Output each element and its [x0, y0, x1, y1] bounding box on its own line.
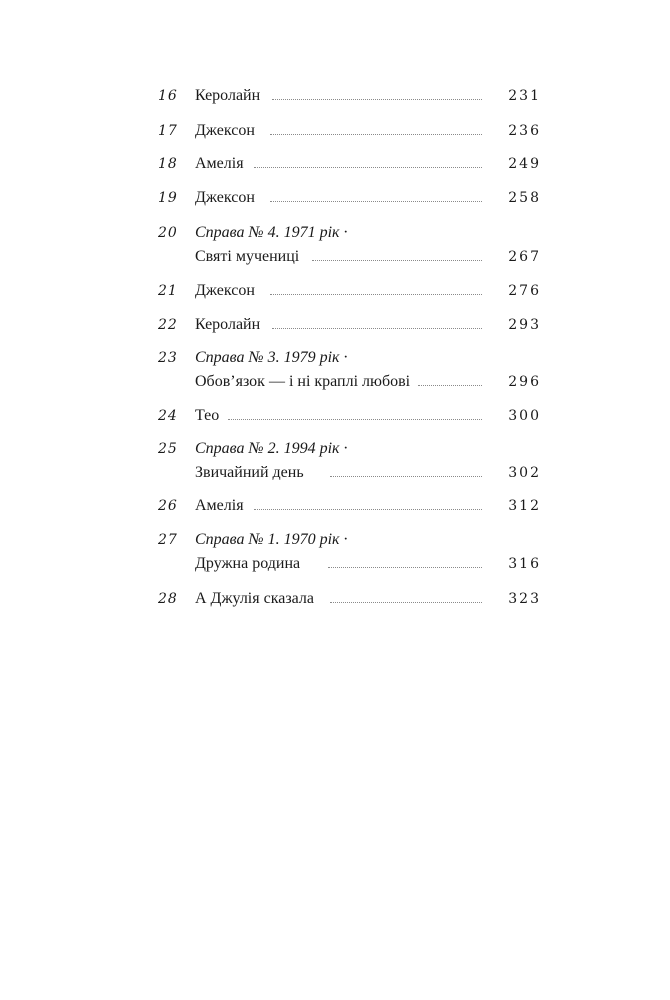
page-number: 293 — [508, 317, 541, 333]
chapter-title: Дружна родина — [195, 552, 306, 576]
dot-leader — [418, 385, 482, 386]
chapter-title: Керолайн — [195, 313, 266, 337]
chapter-number: 16 — [158, 88, 178, 104]
chapter-title: Амелія — [195, 152, 250, 176]
chapter-number: 24 — [158, 408, 178, 424]
page-number: 312 — [508, 498, 541, 514]
dot-leader — [272, 328, 482, 329]
chapter-number: 21 — [158, 283, 178, 299]
page-number: 302 — [508, 465, 541, 481]
page-number: 296 — [508, 374, 541, 390]
chapter-number: 17 — [158, 123, 178, 139]
chapter-title: Джексон — [195, 186, 261, 210]
page-number: 316 — [508, 556, 541, 572]
chapter-number: 19 — [158, 190, 178, 206]
page-number: 300 — [508, 408, 541, 424]
chapter-subtitle: Справа № 2. 1994 рік · — [195, 437, 354, 461]
dot-leader — [330, 476, 482, 477]
chapter-number: 27 — [158, 532, 178, 548]
dot-leader — [272, 99, 482, 100]
dot-leader — [330, 602, 482, 603]
dot-leader — [270, 134, 482, 135]
page-number: 276 — [508, 283, 541, 299]
chapter-title: Джексон — [195, 119, 261, 143]
chapter-subtitle: Справа № 1. 1970 рік · — [195, 528, 354, 552]
chapter-title: Амелія — [195, 494, 250, 518]
dot-leader — [254, 167, 482, 168]
chapter-number: 25 — [158, 441, 178, 457]
chapter-number: 23 — [158, 350, 178, 366]
dot-leader — [270, 294, 482, 295]
chapter-number: 26 — [158, 498, 178, 514]
page-number: 323 — [508, 591, 541, 607]
dot-leader — [270, 201, 482, 202]
chapter-title: А Джулія сказала — [195, 587, 320, 611]
page-number: 236 — [508, 123, 541, 139]
chapter-title: Обов’язок — і ні краплі любові — [195, 370, 416, 394]
chapter-number: 20 — [158, 225, 178, 241]
chapter-number: 18 — [158, 156, 178, 172]
chapter-number: 28 — [158, 591, 178, 607]
page-number: 231 — [508, 88, 541, 104]
chapter-title: Джексон — [195, 279, 261, 303]
chapter-title: Керолайн — [195, 84, 266, 108]
page-number: 267 — [508, 249, 541, 265]
dot-leader — [228, 419, 482, 420]
page-number: 258 — [508, 190, 541, 206]
dot-leader — [254, 509, 482, 510]
chapter-title: Святі мучениці — [195, 245, 305, 269]
chapter-number: 22 — [158, 317, 178, 333]
chapter-subtitle: Справа № 4. 1971 рік · — [195, 221, 354, 245]
dot-leader — [328, 567, 482, 568]
chapter-title: Звичайний день — [195, 461, 310, 485]
dot-leader — [312, 260, 482, 261]
page-number: 249 — [508, 156, 541, 172]
chapter-subtitle: Справа № 3. 1979 рік · — [195, 346, 354, 370]
chapter-title: Тео — [195, 404, 225, 428]
